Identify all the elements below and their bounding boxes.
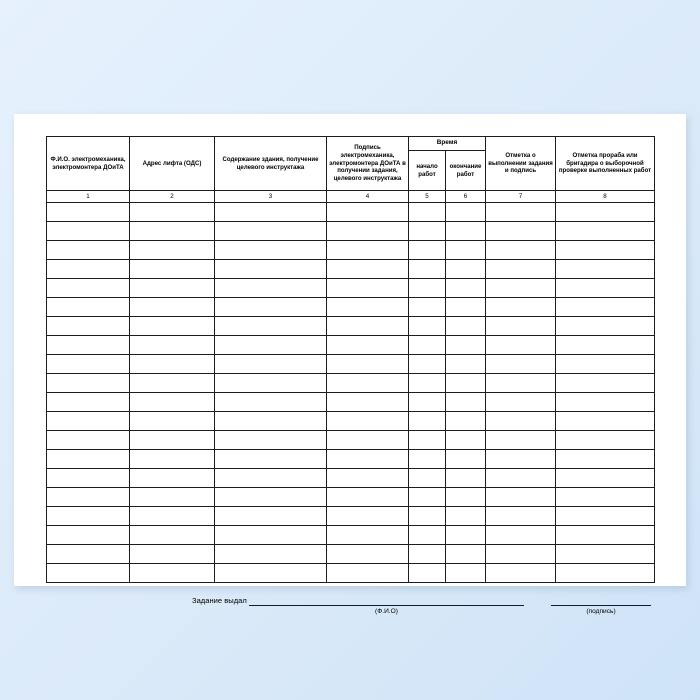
table-header xyxy=(47,137,655,203)
table-cell[interactable] xyxy=(409,507,446,526)
journal-table xyxy=(46,136,655,583)
table-cell[interactable] xyxy=(486,507,556,526)
footer-signature-line[interactable] xyxy=(551,605,651,606)
table-cell[interactable] xyxy=(446,317,486,336)
table-cell[interactable] xyxy=(446,203,486,222)
table-cell[interactable] xyxy=(327,488,409,507)
table-cell[interactable] xyxy=(47,393,130,412)
table-cell[interactable] xyxy=(486,431,556,450)
column-number-4: 4 xyxy=(327,191,409,203)
table-row xyxy=(47,431,655,450)
table-cell[interactable] xyxy=(130,279,215,298)
table-cell[interactable] xyxy=(409,279,446,298)
table-cell[interactable] xyxy=(446,450,486,469)
table-cell[interactable] xyxy=(486,241,556,260)
table-cell[interactable] xyxy=(556,412,655,431)
table-cell[interactable] xyxy=(327,412,409,431)
table-row xyxy=(47,545,655,564)
table-cell[interactable] xyxy=(446,260,486,279)
table-cell[interactable] xyxy=(47,279,130,298)
table-row xyxy=(47,469,655,488)
table-cell[interactable] xyxy=(486,488,556,507)
table-cell[interactable] xyxy=(215,260,327,279)
table-cell[interactable] xyxy=(327,203,409,222)
table-cell[interactable] xyxy=(47,507,130,526)
table-cell[interactable] xyxy=(215,564,327,583)
column-number-5: 5 xyxy=(409,191,446,203)
table-cell[interactable] xyxy=(409,412,446,431)
table-cell[interactable] xyxy=(409,431,446,450)
table-cell[interactable] xyxy=(446,412,486,431)
table-cell[interactable] xyxy=(327,374,409,393)
table-cell[interactable] xyxy=(409,374,446,393)
table-cell[interactable] xyxy=(215,507,327,526)
table-cell[interactable] xyxy=(327,450,409,469)
table-cell[interactable] xyxy=(556,317,655,336)
table-cell[interactable] xyxy=(47,469,130,488)
table-cell[interactable] xyxy=(47,564,130,583)
table-cell[interactable] xyxy=(215,203,327,222)
table-cell[interactable] xyxy=(215,374,327,393)
column-number-1: 1 xyxy=(47,191,130,203)
footer-name-line[interactable] xyxy=(249,605,524,606)
table-cell[interactable] xyxy=(130,260,215,279)
table-row xyxy=(47,507,655,526)
table-cell[interactable] xyxy=(409,393,446,412)
table-cell[interactable] xyxy=(409,203,446,222)
table-cell[interactable] xyxy=(130,374,215,393)
table-cell[interactable] xyxy=(409,564,446,583)
column-number-8: 8 xyxy=(556,191,655,203)
table-cell[interactable] xyxy=(409,355,446,374)
table-cell[interactable] xyxy=(409,469,446,488)
table-cell[interactable] xyxy=(215,488,327,507)
table-cell[interactable] xyxy=(130,564,215,583)
table-cell[interactable] xyxy=(47,545,130,564)
column-header-7: Отметка о выполнении задания и подпись xyxy=(486,137,556,191)
table-cell[interactable] xyxy=(130,298,215,317)
table-cell[interactable] xyxy=(486,450,556,469)
table-cell[interactable] xyxy=(409,222,446,241)
column-header-8: Отметка прораба или бригадира о выборочной проверке выполненных работ xyxy=(556,137,655,191)
table-cell[interactable] xyxy=(327,279,409,298)
column-number-7: 7 xyxy=(486,191,556,203)
table-cell[interactable] xyxy=(556,260,655,279)
table-cell[interactable] xyxy=(130,507,215,526)
table-cell[interactable] xyxy=(215,545,327,564)
table-cell[interactable] xyxy=(409,488,446,507)
column-group-header-time: Время xyxy=(409,137,486,151)
table-cell[interactable] xyxy=(446,222,486,241)
column-header-5: начало работ xyxy=(409,151,446,191)
table-cell[interactable] xyxy=(446,488,486,507)
table-cell[interactable] xyxy=(47,203,130,222)
table-cell[interactable] xyxy=(215,355,327,374)
footer-name-caption: (Ф.И.О) xyxy=(375,608,398,615)
table-cell[interactable] xyxy=(47,374,130,393)
table-cell[interactable] xyxy=(446,431,486,450)
table-cell[interactable] xyxy=(215,526,327,545)
table-row xyxy=(47,393,655,412)
column-number-6: 6 xyxy=(446,191,486,203)
table-cell[interactable] xyxy=(215,431,327,450)
table-cell[interactable] xyxy=(327,260,409,279)
table-row xyxy=(47,241,655,260)
table-cell[interactable] xyxy=(327,222,409,241)
table-cell[interactable] xyxy=(130,241,215,260)
table-cell[interactable] xyxy=(556,526,655,545)
table-cell[interactable] xyxy=(446,355,486,374)
table-cell[interactable] xyxy=(215,469,327,488)
table-cell[interactable] xyxy=(130,203,215,222)
table-cell[interactable] xyxy=(47,260,130,279)
header-row-top xyxy=(47,137,655,151)
table-cell[interactable] xyxy=(130,469,215,488)
table-cell[interactable] xyxy=(327,545,409,564)
table-row xyxy=(47,279,655,298)
table-cell[interactable] xyxy=(486,203,556,222)
footer-task-issued-label: Задание выдал xyxy=(192,596,247,605)
table-cell[interactable] xyxy=(486,545,556,564)
journal-sheet xyxy=(46,136,654,615)
table-cell[interactable] xyxy=(215,317,327,336)
table-cell[interactable] xyxy=(409,298,446,317)
column-header-6: окончание работ xyxy=(446,151,486,191)
table-cell[interactable] xyxy=(486,355,556,374)
table-row xyxy=(47,374,655,393)
table-cell[interactable] xyxy=(486,564,556,583)
table-cell[interactable] xyxy=(486,469,556,488)
table-cell[interactable] xyxy=(486,260,556,279)
table-row xyxy=(47,298,655,317)
table-row xyxy=(47,336,655,355)
table-cell[interactable] xyxy=(215,298,327,317)
table-cell[interactable] xyxy=(446,469,486,488)
table-cell[interactable] xyxy=(446,564,486,583)
table-cell[interactable] xyxy=(409,241,446,260)
table-cell[interactable] xyxy=(215,279,327,298)
table-cell[interactable] xyxy=(327,393,409,412)
table-cell[interactable] xyxy=(446,336,486,355)
table-cell[interactable] xyxy=(130,393,215,412)
table-row xyxy=(47,355,655,374)
column-number-2: 2 xyxy=(130,191,215,203)
table-cell[interactable] xyxy=(327,469,409,488)
table-cell[interactable] xyxy=(409,526,446,545)
table-cell[interactable] xyxy=(47,241,130,260)
table-row xyxy=(47,488,655,507)
table-row xyxy=(47,526,655,545)
table-cell[interactable] xyxy=(486,317,556,336)
table-cell[interactable] xyxy=(327,431,409,450)
table-cell[interactable] xyxy=(327,317,409,336)
table-cell[interactable] xyxy=(486,526,556,545)
table-cell[interactable] xyxy=(409,336,446,355)
table-cell[interactable] xyxy=(556,355,655,374)
table-cell[interactable] xyxy=(446,374,486,393)
table-cell[interactable] xyxy=(446,393,486,412)
column-header-2: Адрес лифта (ОДС) xyxy=(130,137,215,191)
table-row xyxy=(47,260,655,279)
table-cell[interactable] xyxy=(327,336,409,355)
table-cell[interactable] xyxy=(47,222,130,241)
table-cell[interactable] xyxy=(556,222,655,241)
table-cell[interactable] xyxy=(486,412,556,431)
table-row xyxy=(47,450,655,469)
table-cell[interactable] xyxy=(446,279,486,298)
table-cell[interactable] xyxy=(556,469,655,488)
table-cell[interactable] xyxy=(215,241,327,260)
table-cell[interactable] xyxy=(130,336,215,355)
table-cell[interactable] xyxy=(47,298,130,317)
table-cell[interactable] xyxy=(486,336,556,355)
table-cell[interactable] xyxy=(556,336,655,355)
table-cell[interactable] xyxy=(327,526,409,545)
table-cell[interactable] xyxy=(556,203,655,222)
table-cell[interactable] xyxy=(47,336,130,355)
table-cell[interactable] xyxy=(556,241,655,260)
table-cell[interactable] xyxy=(47,355,130,374)
table-cell[interactable] xyxy=(446,298,486,317)
column-number-row xyxy=(47,191,655,203)
table-row xyxy=(47,412,655,431)
table-cell[interactable] xyxy=(130,431,215,450)
table-cell[interactable] xyxy=(327,355,409,374)
table-cell[interactable] xyxy=(215,336,327,355)
table-cell[interactable] xyxy=(409,450,446,469)
table-cell[interactable] xyxy=(327,241,409,260)
table-cell[interactable] xyxy=(215,412,327,431)
table-cell[interactable] xyxy=(130,412,215,431)
table-cell[interactable] xyxy=(130,450,215,469)
table-cell[interactable] xyxy=(130,545,215,564)
table-cell[interactable] xyxy=(446,545,486,564)
table-cell[interactable] xyxy=(409,317,446,336)
table-cell[interactable] xyxy=(446,507,486,526)
table-cell[interactable] xyxy=(556,450,655,469)
table-cell[interactable] xyxy=(556,393,655,412)
table-cell[interactable] xyxy=(327,564,409,583)
table-row xyxy=(47,317,655,336)
table-cell[interactable] xyxy=(409,260,446,279)
table-cell[interactable] xyxy=(556,298,655,317)
table-cell[interactable] xyxy=(327,507,409,526)
table-cell[interactable] xyxy=(130,488,215,507)
table-cell[interactable] xyxy=(47,317,130,336)
table-cell[interactable] xyxy=(486,298,556,317)
footer-signature-caption: (подпись) xyxy=(586,608,616,615)
table-cell[interactable] xyxy=(47,450,130,469)
table-cell[interactable] xyxy=(446,526,486,545)
table-row xyxy=(47,222,655,241)
table-cell[interactable] xyxy=(446,241,486,260)
table-cell[interactable] xyxy=(47,431,130,450)
table-cell[interactable] xyxy=(130,317,215,336)
column-header-1: Ф.И.О. электромеханика, электромонтера ДОиТА xyxy=(47,137,130,191)
table-cell[interactable] xyxy=(556,374,655,393)
table-row xyxy=(47,564,655,583)
table-cell[interactable] xyxy=(486,222,556,241)
table-cell[interactable] xyxy=(486,279,556,298)
table-cell[interactable] xyxy=(486,393,556,412)
footer-signature-block xyxy=(46,596,654,626)
table-body xyxy=(47,203,655,583)
table-cell[interactable] xyxy=(47,488,130,507)
document-paper xyxy=(14,114,686,615)
table-cell[interactable] xyxy=(47,526,130,545)
table-cell[interactable] xyxy=(556,279,655,298)
table-cell[interactable] xyxy=(556,545,655,564)
table-cell[interactable] xyxy=(327,298,409,317)
table-cell[interactable] xyxy=(556,507,655,526)
table-cell[interactable] xyxy=(486,374,556,393)
table-row xyxy=(47,203,655,222)
table-cell[interactable] xyxy=(215,450,327,469)
table-cell[interactable] xyxy=(215,222,327,241)
column-header-4: Подпись электромеханика, электромонтера ДОиТА в получении задания, целевого инструктажа xyxy=(327,137,409,191)
table-cell[interactable] xyxy=(130,355,215,374)
table-cell[interactable] xyxy=(556,488,655,507)
table-cell[interactable] xyxy=(47,412,130,431)
column-header-3: Содержание здания, получение целевого инструктажа xyxy=(215,137,327,191)
table-cell[interactable] xyxy=(130,222,215,241)
column-number-3: 3 xyxy=(215,191,327,203)
table-cell[interactable] xyxy=(409,545,446,564)
table-cell[interactable] xyxy=(556,564,655,583)
table-cell[interactable] xyxy=(215,393,327,412)
table-cell[interactable] xyxy=(556,431,655,450)
table-cell[interactable] xyxy=(130,526,215,545)
